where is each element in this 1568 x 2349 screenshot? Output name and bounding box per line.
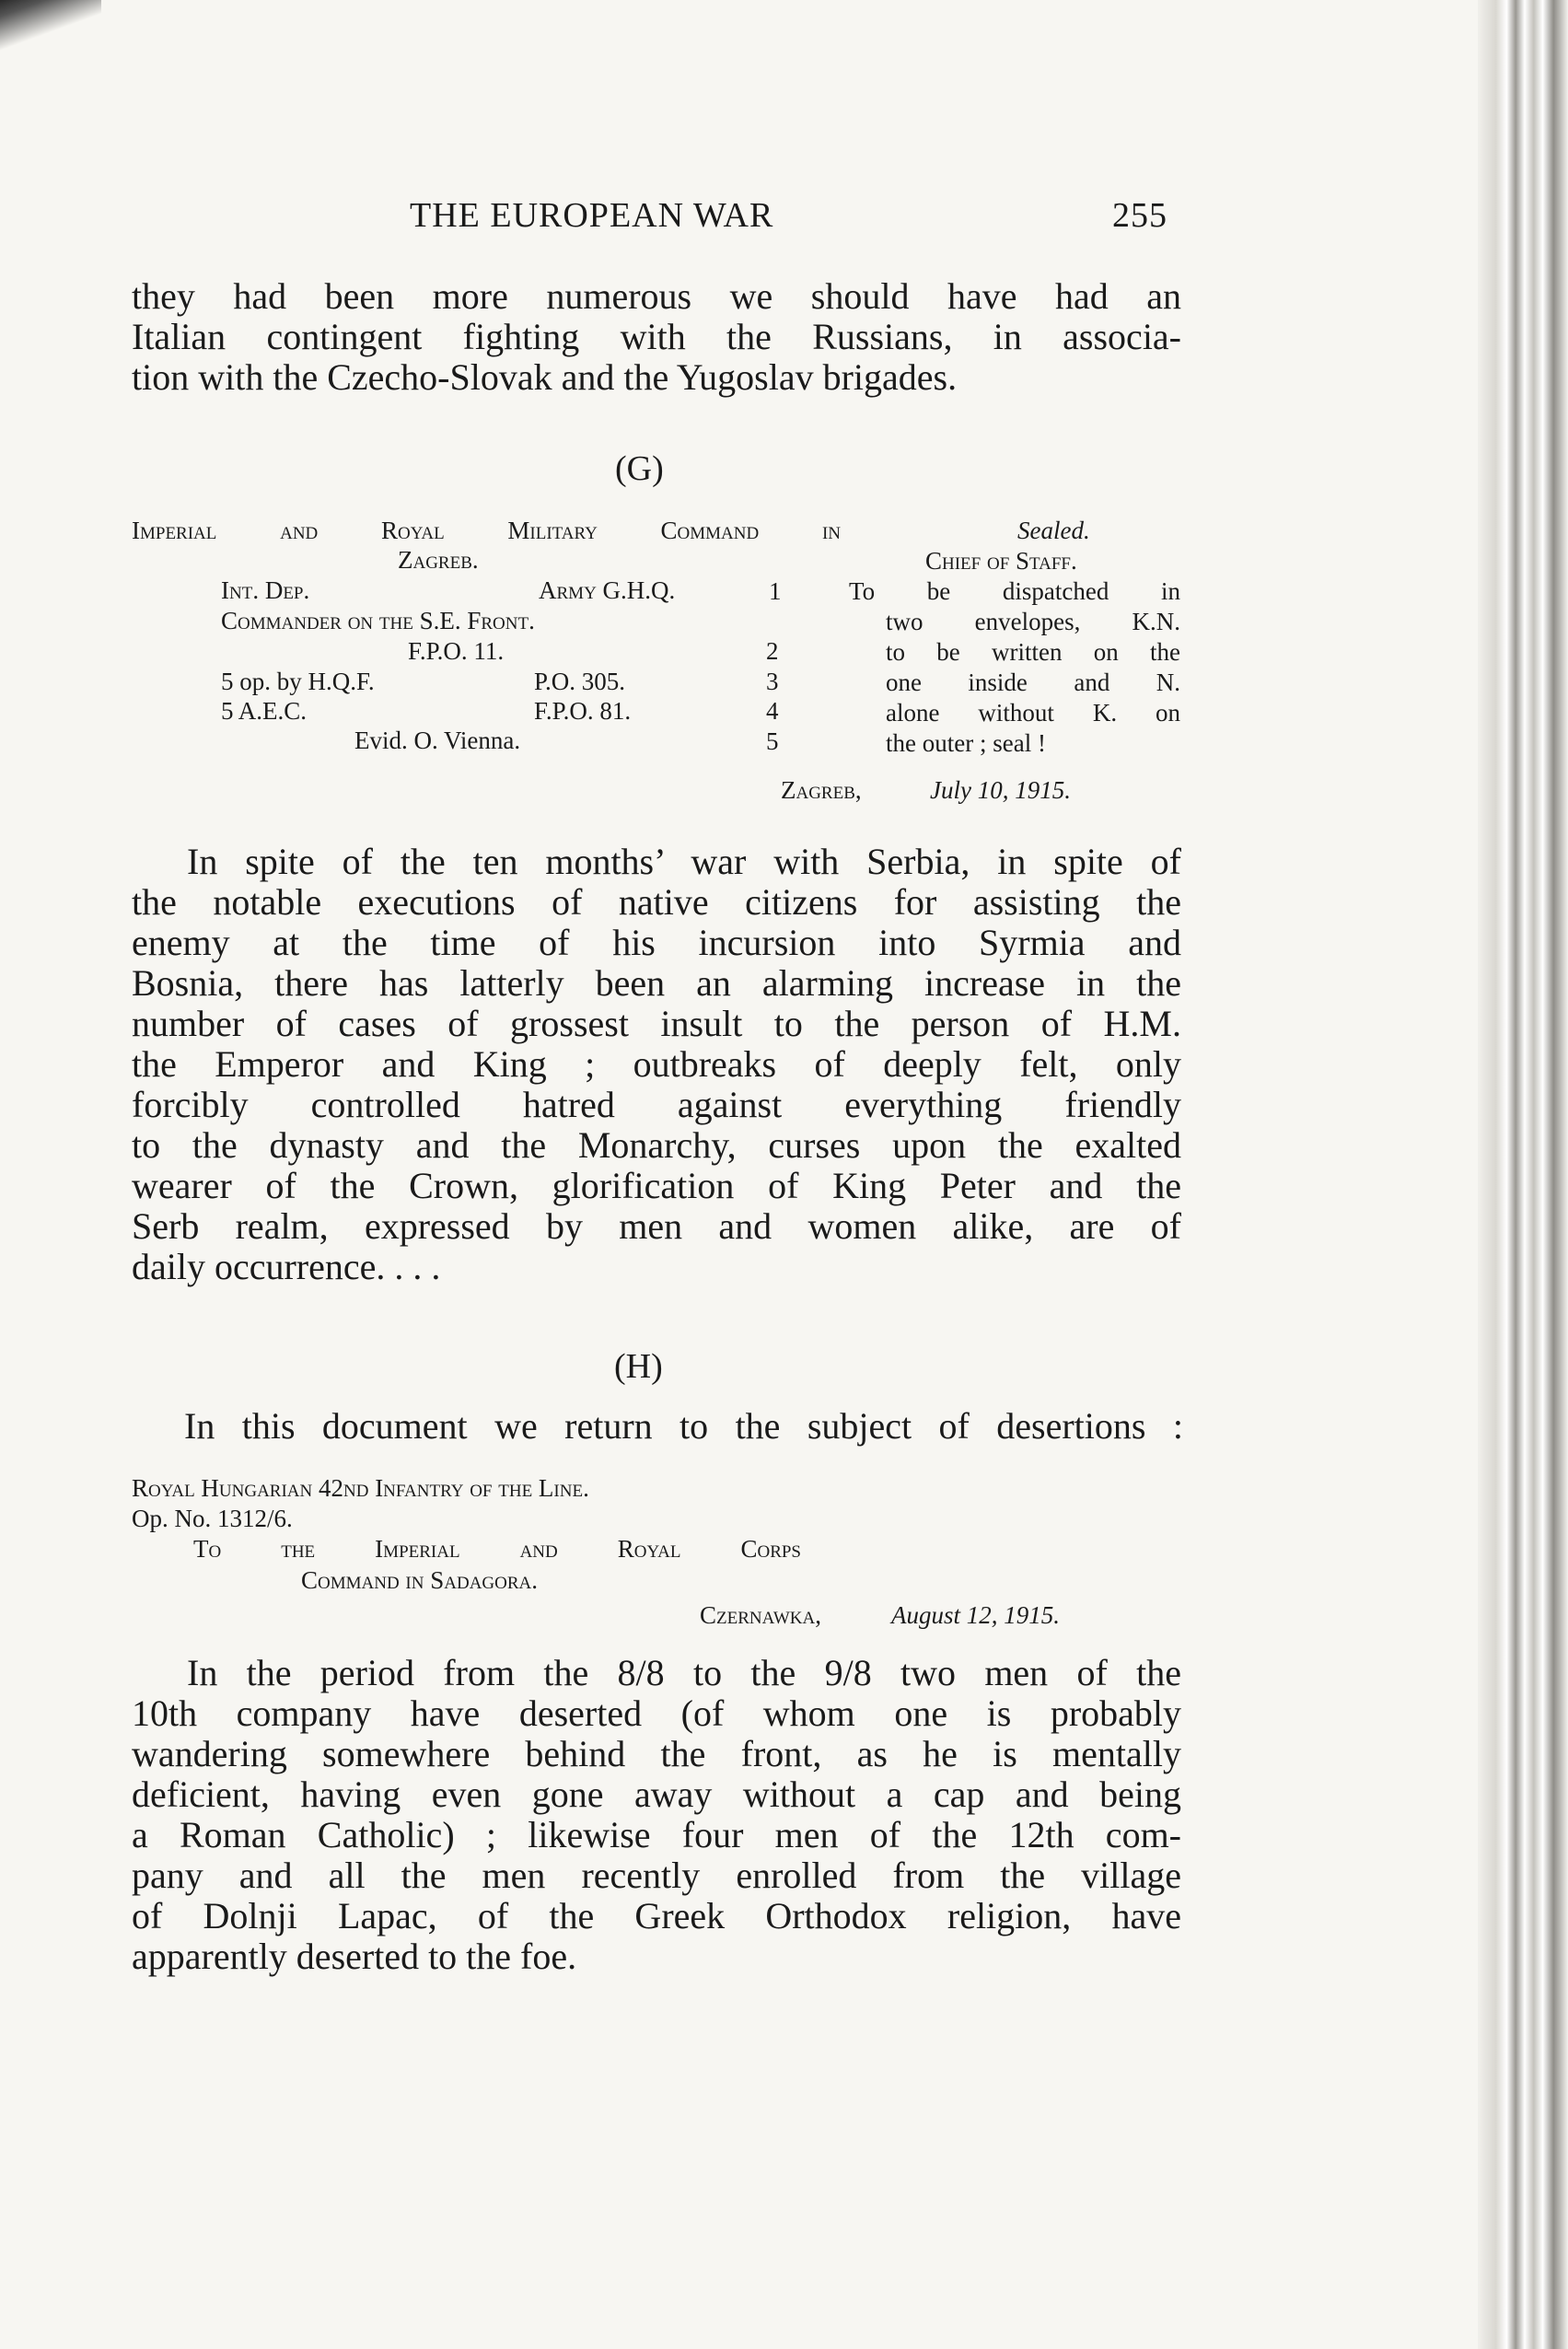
doc-g-sealed: Sealed. [1017,517,1090,544]
doc-g-number: 1 [769,577,782,605]
doc-g-line3a: Int. Dep. [221,576,310,604]
text-line: 10th company have deserted (of whom one is probably [132,1692,1181,1734]
running-head-title: THE EUROPEAN WAR [410,196,774,235]
text-line: Serb realm, expressed by men and women alike, are of [132,1205,1181,1247]
text-line: of Dolnji Lapac, of the Greek Orthodox religion, have [132,1895,1181,1936]
page-corner-shadow [0,0,101,55]
doc-g-chief: Chief of Staff. [925,547,1077,575]
doc-g-line6b: P.O. 305. [534,668,626,695]
doc-g-line4: Commander on the S.E. Front. [221,607,535,634]
doc-g-line6a: 5 op. by H.Q.F. [221,668,375,695]
text-line: number of cases of grossest insult to the person of H.M. [132,1003,1181,1044]
text-line: the Emperor and King ; outbreaks of deeply felt, only [132,1043,1181,1085]
doc-g-number: 2 [766,637,779,665]
text-line: In spite of the ten months’ war with Serbia, in spite of [187,841,1181,882]
doc-h-line1: Royal Hungarian 42nd Infantry of the Line. [132,1474,589,1502]
doc-g-line7a: 5 A.E.C. [221,697,308,725]
doc-g-line2: Zagreb. [398,546,479,574]
doc-h-line3: To the Imperial and Royal Corps [193,1535,801,1563]
doc-g-number: 5 [766,727,779,755]
text-line: wandering somewhere behind the front, as he is mentally [132,1733,1181,1774]
note-line: one inside and N. [886,669,1180,696]
text-line: In the period from the 8/8 to the 9/8 two men of the [187,1652,1181,1693]
text-line: tion with the Czecho-Slovak and the Yugoslav brigades. [132,356,958,398]
doc-h-place: Czernawka, [700,1601,821,1629]
section-heading-g: (G) [615,449,664,488]
section-heading-h: (H) [614,1347,663,1386]
text-line: the notable executions of native citizens for assisting the [132,881,1181,923]
text-line: they had been more numerous we should have had an [132,275,1181,317]
text-line: wearer of the Crown, glorification of King Peter and the [132,1165,1181,1206]
doc-g-place: Zagreb, [781,776,862,804]
text-line: to the dynasty and the Monarchy, curses upon the exalted [132,1124,1181,1166]
doc-g-note [849,576,1180,759]
note-line: To be dispatched in [849,577,1180,605]
note-line: to be written on the [886,638,1180,666]
doc-g-number: 4 [766,697,779,725]
doc-g-number: 3 [766,668,779,695]
text-line: pany and all the men recently enrolled from the village [132,1855,1181,1896]
text-line: Italian contingent fighting with the Russians, in associa- [132,316,1181,357]
book-binding-edge [1478,0,1568,2349]
text-line: daily occurrence. . . . [132,1246,441,1287]
text-line: apparently deserted to the foe. [132,1936,577,1977]
text-line: Bosnia, there has latterly been an alarming increase in the [132,962,1181,1004]
text-line: deficient, having even gone away without a cap and being [132,1773,1181,1815]
note-line: alone without K. on [886,699,1180,727]
paragraph-top [132,276,1181,398]
text-line: a Roman Catholic) ; likewise four men of the 12th com- [132,1814,1181,1855]
doc-g-line7b: F.P.O. 81. [534,697,632,725]
note-line: two envelopes, K.N. [886,608,1180,635]
text-line: forcibly controlled hatred against everything friendly [132,1084,1181,1125]
doc-g-line8: Evid. O. Vienna. [354,727,521,754]
doc-h-line2: Op. No. 1312/6. [132,1505,293,1532]
doc-h-line4: Command in Sadagora. [301,1566,538,1594]
note-line: the outer ; seal ! [886,729,1046,757]
paragraph-h [132,1653,1181,1977]
section-h-intro: In this document we return to the subject of desertions : [184,1405,1183,1447]
doc-g-line5: F.P.O. 11. [408,637,505,665]
doc-g-date: July 10, 1915. [930,776,1071,804]
paragraph-g [132,842,1181,1287]
text-line: enemy at the time of his incursion into Syrmia and [132,922,1181,963]
page-number: 255 [1112,196,1167,235]
doc-g-line1: Imperial and Royal Military Command in [132,517,841,544]
doc-g-line3b: Army G.H.Q. [539,576,676,604]
doc-h-date: August 12, 1915. [891,1601,1061,1629]
